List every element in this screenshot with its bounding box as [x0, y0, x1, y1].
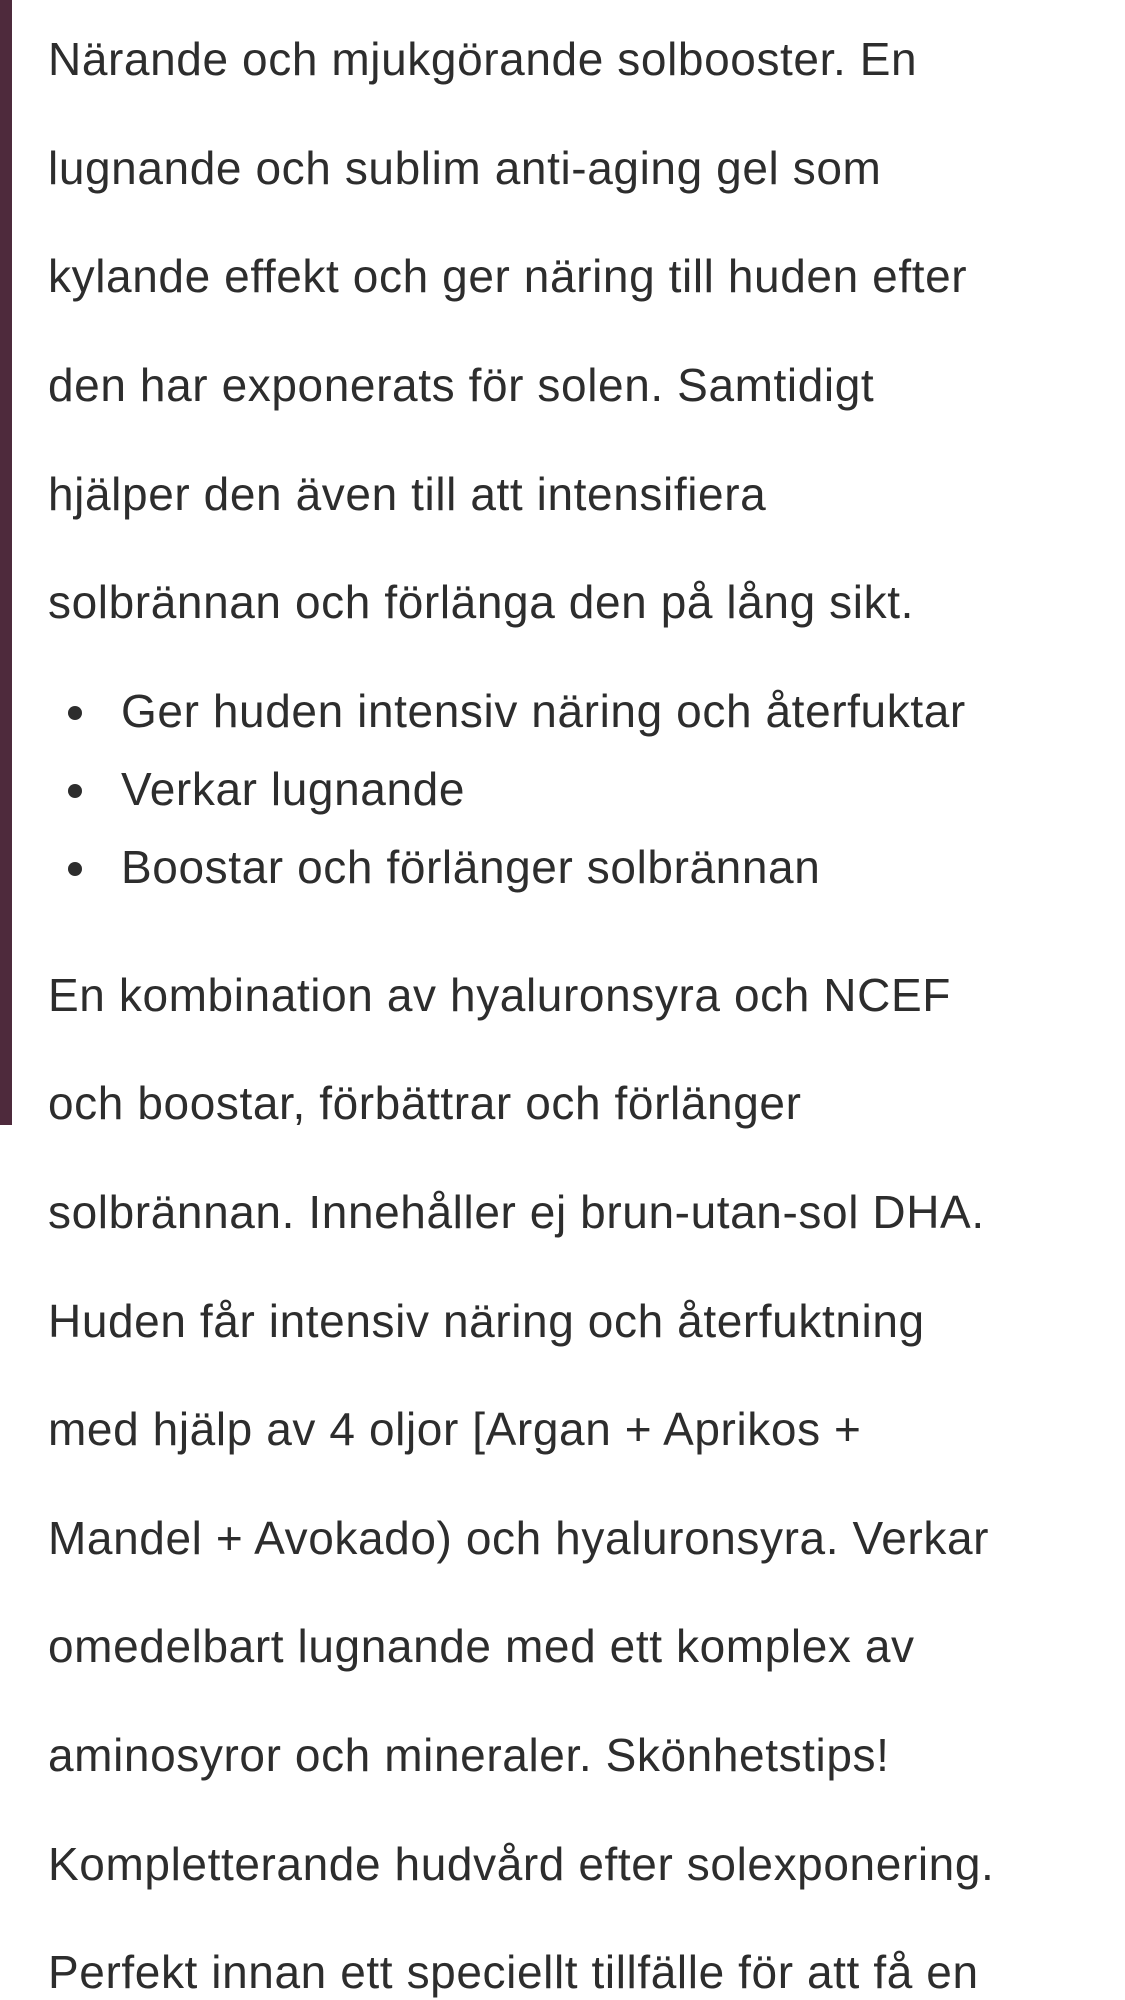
details-line: En kombination av hyaluronsyra och NCEF — [48, 968, 951, 1021]
intro-line: Närande och mjukgörande solbooster. En — [48, 33, 918, 86]
intro-line: den har exponerats för solen. Samtidigt — [48, 359, 875, 412]
bullet-icon — [68, 706, 82, 720]
benefit-text: Verkar lugnande — [121, 762, 466, 815]
details-paragraph — [48, 914, 1108, 2000]
benefit-text: Ger huden intensiv näring och återfuktar — [121, 684, 966, 737]
details-line: solbrännan. Innehåller ej brun-utan-sol DHA. — [48, 1186, 985, 1239]
list-item — [48, 684, 1108, 762]
product-description — [48, 0, 1108, 2000]
benefit-text: Boostar och förlänger solbrännan — [121, 840, 821, 893]
list-item — [48, 840, 1108, 918]
details-line: och boostar, förbättrar och förlänger — [48, 1077, 802, 1130]
details-line: Huden får intensiv näring och återfuktning — [48, 1294, 925, 1347]
list-item — [48, 762, 1108, 840]
details-line: Mandel + Avokado) och hyaluronsyra. Verkar — [48, 1511, 990, 1564]
bullet-icon — [68, 862, 82, 876]
details-line: med hjälp av 4 oljor [Argan + Aprikos + — [48, 1403, 862, 1456]
intro-line: hjälper den även till att intensifiera — [48, 467, 767, 520]
intro-line: lugnande och sublim anti-aging gel som — [48, 141, 882, 194]
details-line: omedelbart lugnande med ett komplex av — [48, 1620, 915, 1673]
details-line: aminosyror och mineraler. Skönhetstips! — [48, 1729, 890, 1782]
benefits-list — [48, 684, 1108, 918]
intro-line: kylande effekt och ger näring till huden efter — [48, 250, 968, 303]
details-line: Kompletterande hudvård efter solexponering. — [48, 1837, 995, 1890]
intro-line: solbrännan och förlänga den på lång sikt. — [48, 576, 914, 629]
details-line: Perfekt innan ett speciellt tillfälle för att få en — [48, 1946, 979, 1999]
intro-paragraph — [48, 0, 1108, 630]
side-accent-bar — [0, 0, 12, 1125]
bullet-icon — [68, 784, 82, 798]
